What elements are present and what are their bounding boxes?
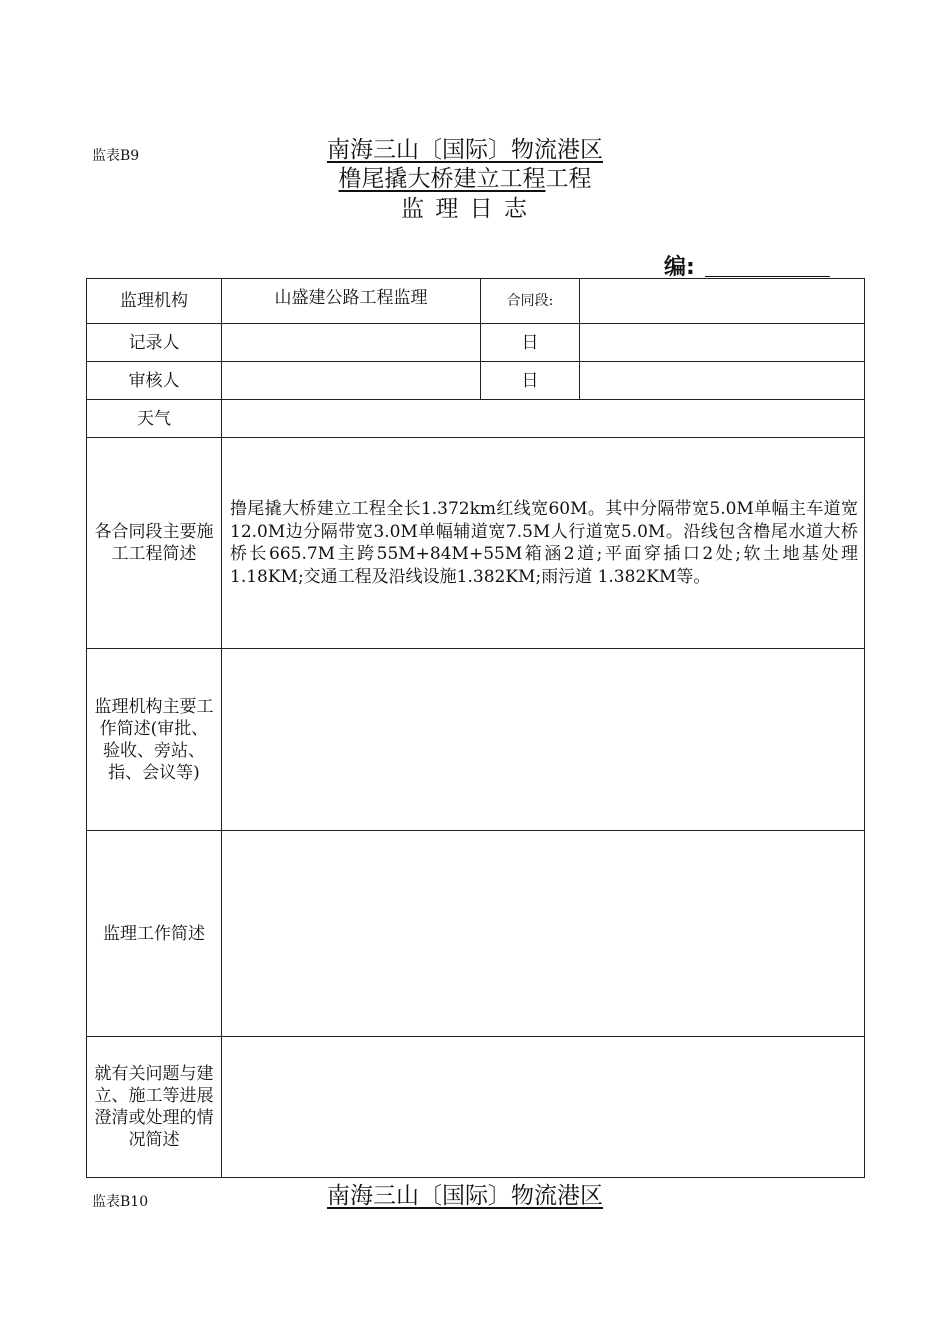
- log-title: 监 理 日 志: [401, 196, 529, 222]
- subtitle-suffix: 工程: [545, 166, 592, 192]
- weather-label: 天气: [87, 400, 222, 438]
- reviewer-date-value[interactable]: [580, 362, 865, 400]
- org-work-value[interactable]: [222, 649, 865, 831]
- weather-value[interactable]: [222, 400, 865, 438]
- org-work-label: 监理机构主要工作简述(审批、验收、旁站、指、会议等): [87, 649, 222, 831]
- supervision-label: 监理工作简述: [87, 831, 222, 1037]
- form-code: 监表B9: [92, 148, 140, 164]
- recorder-date-value[interactable]: [580, 324, 865, 362]
- section-summary-label: 各合同段主要施工工程简述: [87, 438, 222, 649]
- recorder-label: 记录人: [87, 324, 222, 362]
- issues-value[interactable]: [222, 1037, 865, 1178]
- number-label: 编:: [664, 255, 695, 280]
- next-form-code: 监表B10: [92, 1194, 149, 1210]
- reviewer-value[interactable]: [222, 362, 481, 400]
- reviewer-label: 审核人: [87, 362, 222, 400]
- log-table: [86, 278, 865, 1178]
- org-value[interactable]: 山盛建公路工程监理: [222, 279, 481, 324]
- number-field[interactable]: [705, 276, 830, 277]
- supervision-value[interactable]: [222, 831, 865, 1037]
- org-label: 监理机构: [87, 279, 222, 324]
- next-project-title: 南海三山〔国际〕物流港区: [327, 1183, 603, 1209]
- project-subtitle: [0, 165, 930, 193]
- section-summary-text[interactable]: 撸尾撬大桥建立工程全长1.372km红线宽60M。其中分隔带宽5.0M单幅主车道宽12.0M边分隔带宽3.0M单幅辅道宽7.5M人行道宽5.0M。沿线包含橹尾水道大桥桥长665.7M主跨55M+84M+55M箱涵2道;平面穿插口2处;软土地基处理1.18KM;交通工程及沿线设施1.382KM;雨污道 1.382KM等。: [222, 438, 865, 649]
- contract-label: 合同段:: [481, 279, 580, 324]
- recorder-value[interactable]: [222, 324, 481, 362]
- bridge-name: 橹尾撬大桥建立工程: [338, 166, 546, 192]
- project-title: 南海三山〔国际〕物流港区: [327, 137, 603, 163]
- issues-label: 就有关问题与建立、施工等进展澄清或处理的情况简述: [87, 1037, 222, 1178]
- reviewer-date-label: 日: [481, 362, 580, 400]
- recorder-date-label: 日: [481, 324, 580, 362]
- contract-value[interactable]: [580, 279, 865, 324]
